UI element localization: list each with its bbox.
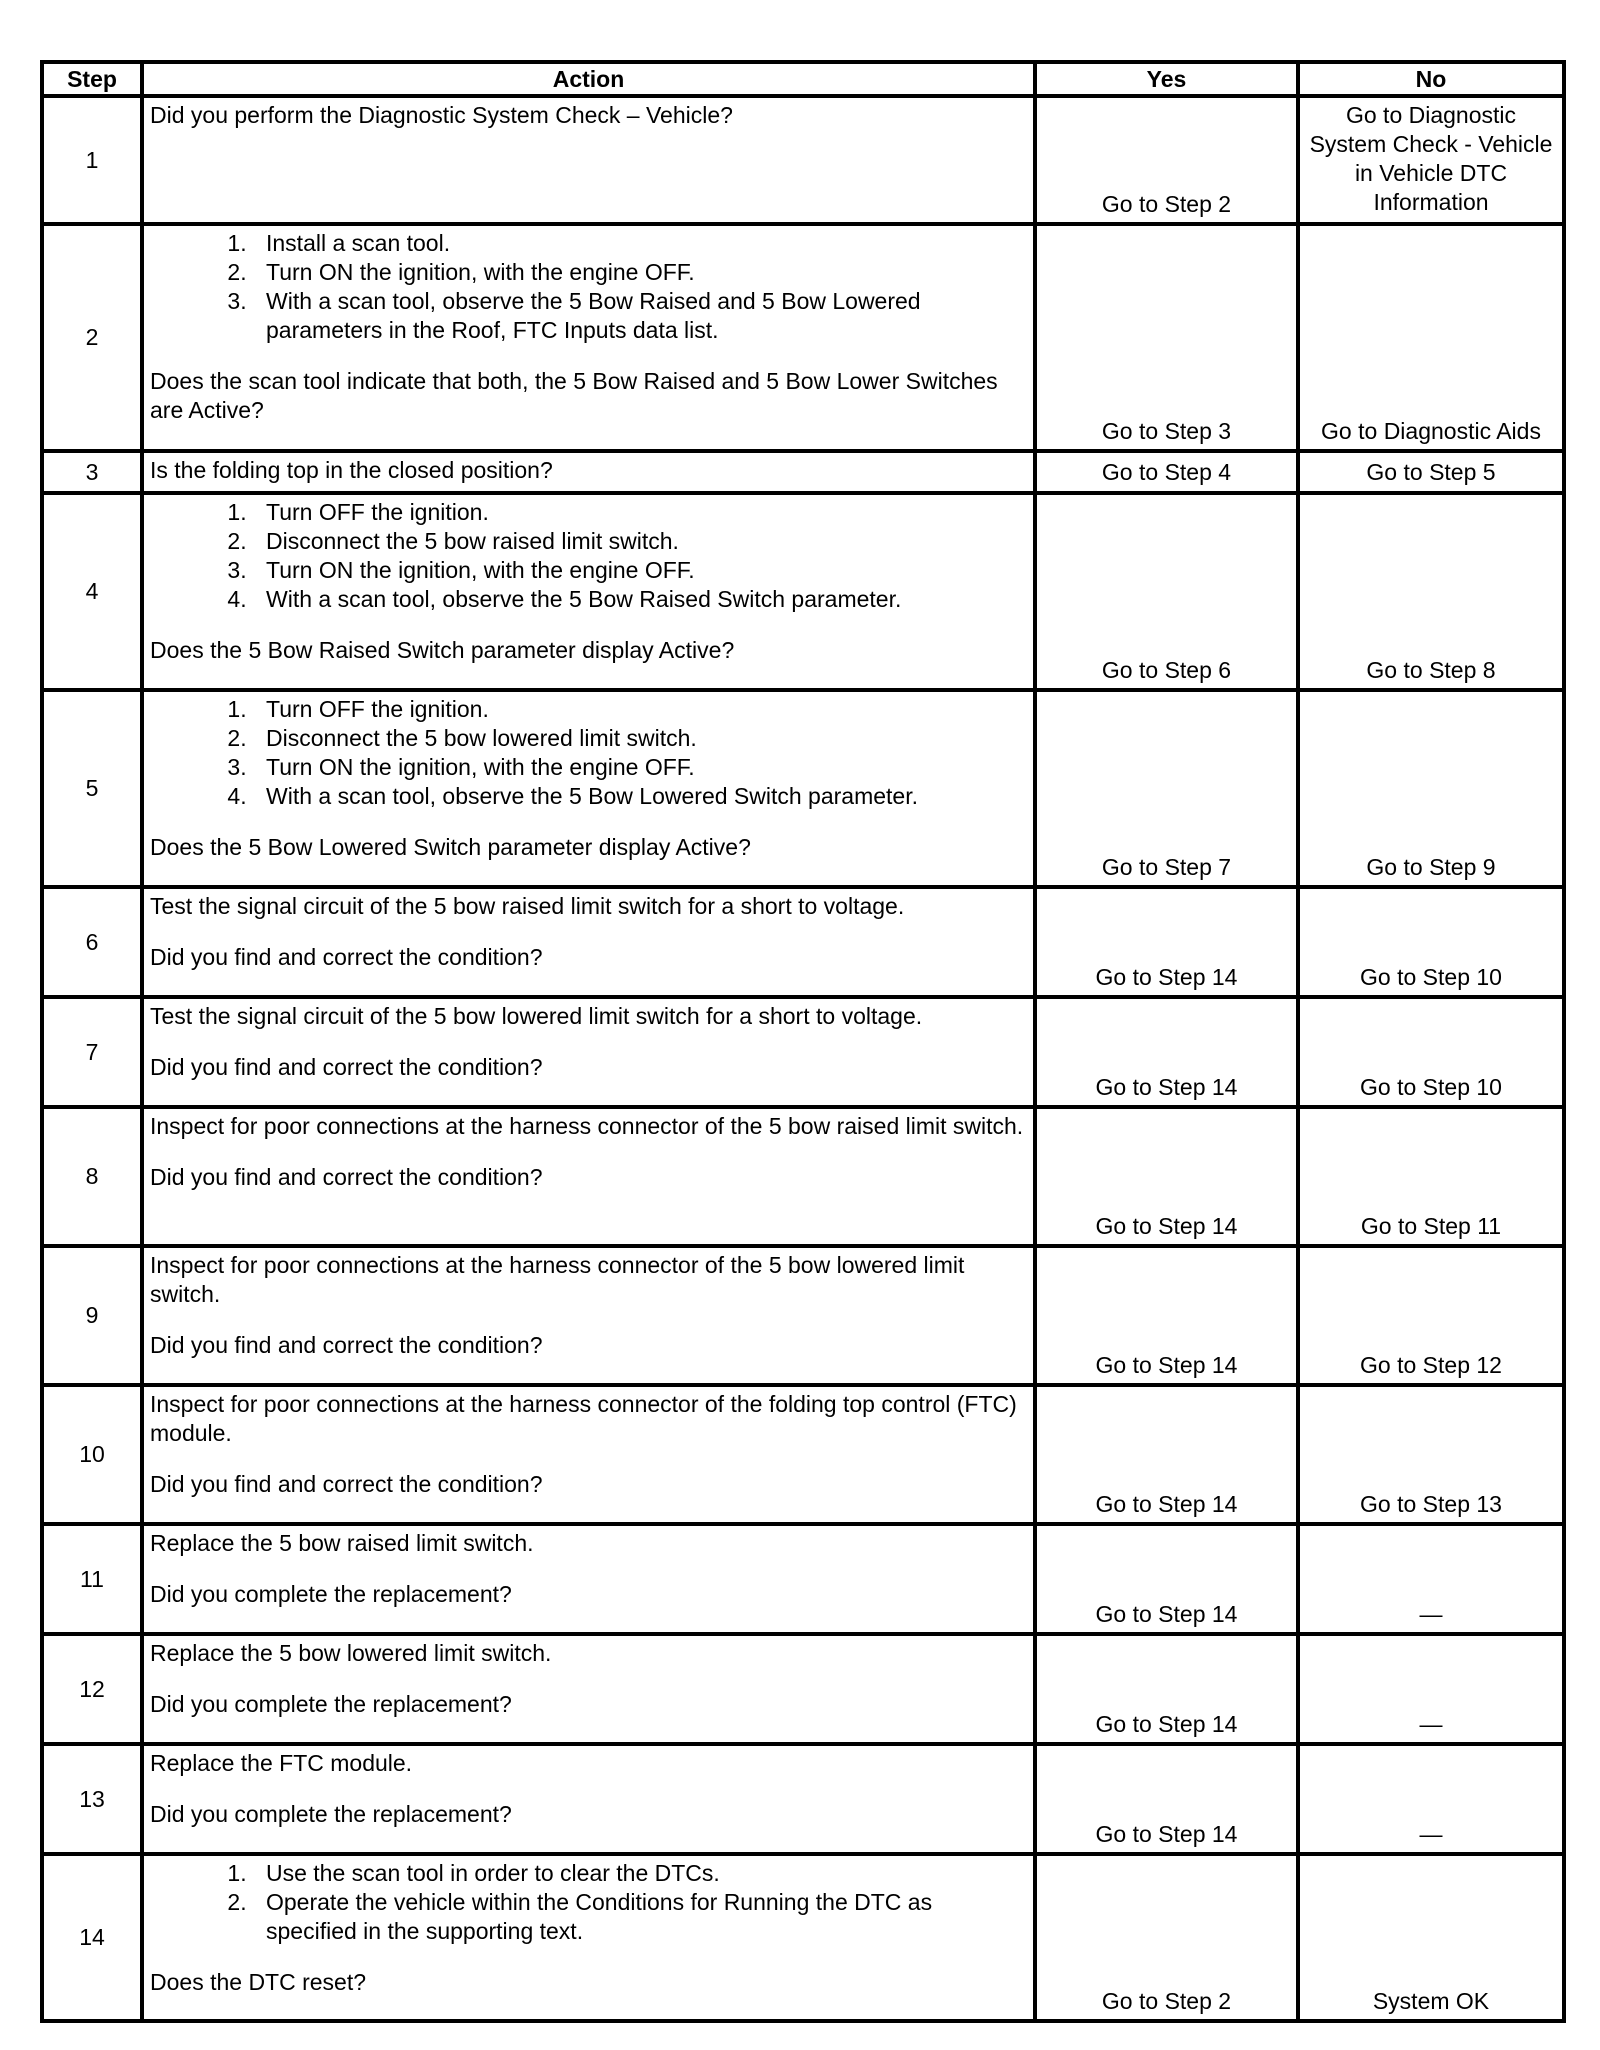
action-text: Did you perform the Diagnostic System Check – Vehicle? bbox=[150, 102, 733, 128]
yes-result: Go to Step 2 bbox=[1035, 1854, 1298, 2021]
step-number: 9 bbox=[42, 1246, 142, 1385]
yes-result: Go to Step 7 bbox=[1035, 690, 1298, 887]
table-row bbox=[42, 224, 1564, 451]
action-cell bbox=[142, 1744, 1035, 1854]
action-text: Replace the 5 bow raised limit switch. bbox=[150, 1530, 534, 1556]
spacer bbox=[150, 1141, 1027, 1163]
spacer bbox=[150, 345, 1027, 367]
action-text: Inspect for poor connections at the harness connector of the folding top control (FTC) module. bbox=[150, 1391, 1017, 1446]
action-cell bbox=[142, 1524, 1035, 1634]
action-question: Did you find and correct the condition? bbox=[150, 944, 543, 970]
spacer bbox=[150, 1448, 1027, 1470]
action-step-item: 2. Disconnect the 5 bow lowered limit switch. bbox=[253, 724, 1027, 753]
step-number: 3 bbox=[42, 451, 142, 493]
table-row bbox=[42, 451, 1564, 493]
no-result: Go to Step 9 bbox=[1298, 690, 1564, 887]
action-cell bbox=[142, 1107, 1035, 1246]
header-yes: Yes bbox=[1035, 62, 1298, 96]
table-row bbox=[42, 1744, 1564, 1854]
table-row bbox=[42, 1246, 1564, 1385]
diagnostic-table bbox=[40, 60, 1566, 2023]
step-number: 12 bbox=[42, 1634, 142, 1744]
action-steps-list bbox=[150, 498, 1027, 614]
yes-result: Go to Step 14 bbox=[1035, 1524, 1298, 1634]
step-number: 6 bbox=[42, 887, 142, 997]
action-text: Inspect for poor connections at the harness connector of the 5 bow lowered limit switch. bbox=[150, 1252, 965, 1307]
action-question: Did you find and correct the condition? bbox=[150, 1332, 543, 1358]
table-row bbox=[42, 887, 1564, 997]
action-question: Does the scan tool indicate that both, the 5 Bow Raised and 5 Bow Lower Switches are Active? bbox=[150, 368, 998, 423]
table-row bbox=[42, 96, 1564, 224]
step-number: 4 bbox=[42, 493, 142, 690]
action-text: Replace the FTC module. bbox=[150, 1750, 413, 1776]
action-steps-list bbox=[150, 695, 1027, 811]
yes-result: Go to Step 14 bbox=[1035, 997, 1298, 1107]
action-cell bbox=[142, 997, 1035, 1107]
spacer bbox=[150, 811, 1027, 833]
no-result: Go to Step 10 bbox=[1298, 887, 1564, 997]
action-cell bbox=[142, 887, 1035, 997]
action-cell bbox=[142, 1854, 1035, 2021]
step-number: 11 bbox=[42, 1524, 142, 1634]
step-number: 8 bbox=[42, 1107, 142, 1246]
yes-result: Go to Step 4 bbox=[1035, 451, 1298, 493]
action-cell bbox=[142, 1385, 1035, 1524]
header-step: Step bbox=[42, 62, 142, 96]
step-number: 14 bbox=[42, 1854, 142, 2021]
no-result: Go to Step 11 bbox=[1298, 1107, 1564, 1246]
action-step-item: 3. With a scan tool, observe the 5 Bow Raised and 5 Bow Lowered parameters in the Roof, FTC Inputs data list. bbox=[253, 287, 1027, 345]
no-result: Go to Step 13 bbox=[1298, 1385, 1564, 1524]
table-row bbox=[42, 1634, 1564, 1744]
no-result: Go to Step 5 bbox=[1298, 451, 1564, 493]
header-no: No bbox=[1298, 62, 1564, 96]
action-text: Test the signal circuit of the 5 bow lowered limit switch for a short to voltage. bbox=[150, 1003, 923, 1029]
spacer bbox=[150, 921, 1027, 943]
action-text: Inspect for poor connections at the harness connector of the 5 bow raised limit switch. bbox=[150, 1113, 1024, 1139]
yes-result: Go to Step 14 bbox=[1035, 1634, 1298, 1744]
action-question: Did you complete the replacement? bbox=[150, 1801, 512, 1827]
action-step-item: 2. Disconnect the 5 bow raised limit switch. bbox=[253, 527, 1027, 556]
action-cell bbox=[142, 690, 1035, 887]
step-number: 2 bbox=[42, 224, 142, 451]
no-result: — bbox=[1298, 1634, 1564, 1744]
action-step-item: 1. Install a scan tool. bbox=[253, 229, 1027, 258]
yes-result: Go to Step 14 bbox=[1035, 1385, 1298, 1524]
step-number: 1 bbox=[42, 96, 142, 224]
no-result: Go to Step 10 bbox=[1298, 997, 1564, 1107]
yes-result: Go to Step 14 bbox=[1035, 887, 1298, 997]
no-result: Go to Step 12 bbox=[1298, 1246, 1564, 1385]
action-text: Test the signal circuit of the 5 bow raised limit switch for a short to voltage. bbox=[150, 893, 905, 919]
action-cell bbox=[142, 493, 1035, 690]
action-question: Did you complete the replacement? bbox=[150, 1581, 512, 1607]
no-result: — bbox=[1298, 1744, 1564, 1854]
spacer bbox=[150, 1946, 1027, 1968]
action-question: Did you find and correct the condition? bbox=[150, 1471, 543, 1497]
action-step-item: 4. With a scan tool, observe the 5 Bow Raised Switch parameter. bbox=[253, 585, 1027, 614]
action-step-item: 3. Turn ON the ignition, with the engine OFF. bbox=[253, 556, 1027, 585]
action-cell bbox=[142, 96, 1035, 224]
action-step-item: 2. Turn ON the ignition, with the engine OFF. bbox=[253, 258, 1027, 287]
action-question: Did you complete the replacement? bbox=[150, 1691, 512, 1717]
table-row bbox=[42, 997, 1564, 1107]
yes-result: Go to Step 2 bbox=[1035, 96, 1298, 224]
yes-result: Go to Step 3 bbox=[1035, 224, 1298, 451]
spacer bbox=[150, 1778, 1027, 1800]
step-number: 13 bbox=[42, 1744, 142, 1854]
action-cell bbox=[142, 224, 1035, 451]
action-step-item: 3. Turn ON the ignition, with the engine OFF. bbox=[253, 753, 1027, 782]
spacer bbox=[150, 614, 1027, 636]
no-result: Go to Diagnostic System Check - Vehicle in Vehicle DTC Information bbox=[1298, 96, 1564, 224]
no-result: — bbox=[1298, 1524, 1564, 1634]
step-number: 7 bbox=[42, 997, 142, 1107]
table-row bbox=[42, 1524, 1564, 1634]
action-question: Did you find and correct the condition? bbox=[150, 1164, 543, 1190]
no-result: System OK bbox=[1298, 1854, 1564, 2021]
yes-result: Go to Step 6 bbox=[1035, 493, 1298, 690]
action-steps-list bbox=[150, 229, 1027, 345]
action-step-item: 2. Operate the vehicle within the Conditions for Running the DTC as specified in the supporting text. bbox=[253, 1888, 1027, 1946]
action-steps-list bbox=[150, 1859, 1027, 1946]
yes-result: Go to Step 14 bbox=[1035, 1744, 1298, 1854]
action-step-item: 4. With a scan tool, observe the 5 Bow Lowered Switch parameter. bbox=[253, 782, 1027, 811]
action-cell bbox=[142, 1634, 1035, 1744]
action-cell bbox=[142, 451, 1035, 493]
no-result: Go to Diagnostic Aids bbox=[1298, 224, 1564, 451]
action-step-item: 1. Use the scan tool in order to clear the DTCs. bbox=[253, 1859, 1027, 1888]
action-text: Is the folding top in the closed position? bbox=[150, 457, 553, 483]
spacer bbox=[150, 1668, 1027, 1690]
header-row bbox=[42, 62, 1564, 96]
spacer bbox=[150, 1031, 1027, 1053]
yes-result: Go to Step 14 bbox=[1035, 1246, 1298, 1385]
action-step-item: 1. Turn OFF the ignition. bbox=[253, 498, 1027, 527]
action-question: Does the DTC reset? bbox=[150, 1969, 367, 1995]
action-cell bbox=[142, 1246, 1035, 1385]
yes-result: Go to Step 14 bbox=[1035, 1107, 1298, 1246]
action-question: Did you find and correct the condition? bbox=[150, 1054, 543, 1080]
table-row bbox=[42, 690, 1564, 887]
action-step-item: 1. Turn OFF the ignition. bbox=[253, 695, 1027, 724]
step-number: 5 bbox=[42, 690, 142, 887]
table-row bbox=[42, 1107, 1564, 1246]
table-row bbox=[42, 1854, 1564, 2021]
action-text: Replace the 5 bow lowered limit switch. bbox=[150, 1640, 552, 1666]
action-question: Does the 5 Bow Raised Switch parameter display Active? bbox=[150, 637, 735, 663]
step-number: 10 bbox=[42, 1385, 142, 1524]
table-row bbox=[42, 1385, 1564, 1524]
header-action: Action bbox=[142, 62, 1035, 96]
action-question: Does the 5 Bow Lowered Switch parameter display Active? bbox=[150, 834, 751, 860]
no-result: Go to Step 8 bbox=[1298, 493, 1564, 690]
spacer bbox=[150, 1558, 1027, 1580]
table-row bbox=[42, 493, 1564, 690]
spacer bbox=[150, 1309, 1027, 1331]
